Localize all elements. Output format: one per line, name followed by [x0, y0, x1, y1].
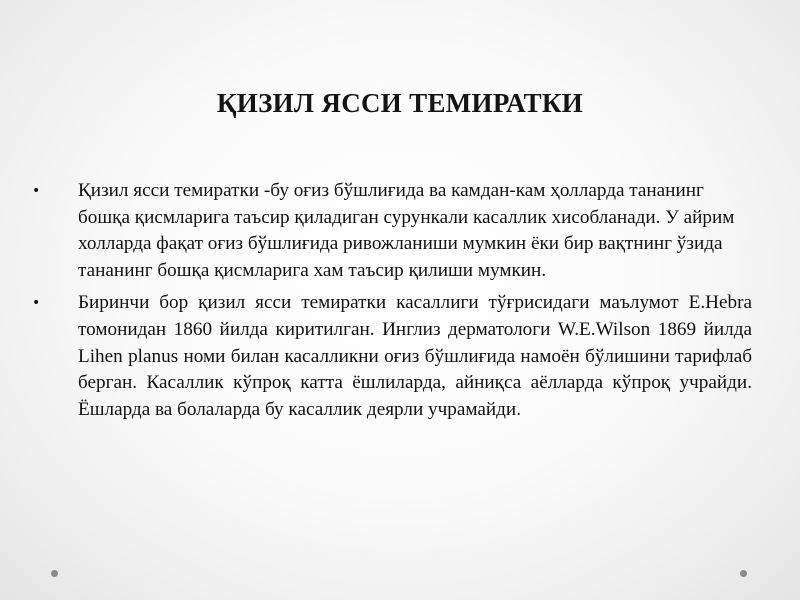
- bullet-marker-2: •: [32, 295, 41, 312]
- bullet-list: [32, 178, 752, 429]
- bullet-item-1: [32, 178, 752, 284]
- bullet-marker-1: •: [32, 183, 41, 199]
- bullet-text-2: Биринчи бор қизил ясси темиратки касаллиги тўғрисидаги маълумот E.Hebra томонидан 1860 йилда киритилган. Инглиз дерматологи W.E.Wilson 1869 йилда Lihen planus номи билан касалликни оғиз бўшлиғида намоён бўлишини тарифлаб берган. Касаллик кўпроқ катта ёшлиларда, айниқса аёлларда кўпроқ учрайди. Ёшларда ва болаларда бу касаллик деярли учрамайди.: [78, 292, 752, 420]
- bullet-text-1: Қизил ясси темиратки -бу оғиз бўшлиғида ва камдан-кам ҳолларда тананинг бошқа қисмларига таъсир қиладиган сурункали касаллик хисобланади. У айрим холларда фақат оғиз бўшлиғида ривожланиши мумкин ёки бир вақтнинг ўзида тананинг бошқа қисмларига хам таъсир қилиши мумкин.: [78, 180, 735, 281]
- decorative-dot-right: [740, 570, 747, 577]
- bullet-item-2: [32, 290, 752, 423]
- slide-title: ҚИЗИЛ ЯССИ ТЕМИРАТКИ: [216, 88, 584, 118]
- decorative-dot-left: [51, 570, 58, 577]
